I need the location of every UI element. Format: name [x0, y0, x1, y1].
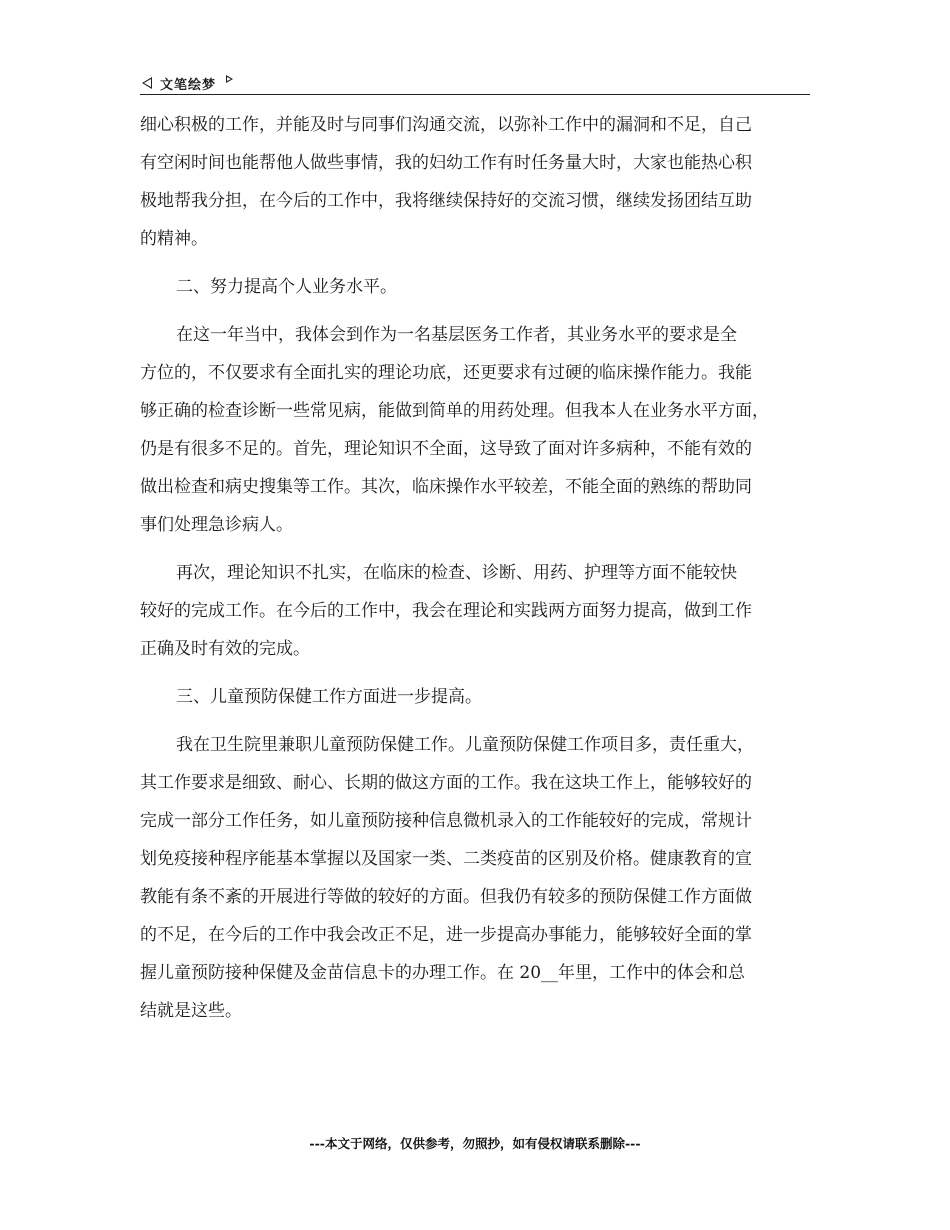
- paragraph: [140, 316, 812, 544]
- paragraph-line: 再次，理论知识不扎实，在临床的检查、诊断、用药、护理等方面不能较快: [176, 563, 737, 583]
- paragraph: [140, 268, 812, 306]
- document-body: [140, 106, 812, 1040]
- paragraph-line: 极地帮我分担，在今后的工作中，我将继续保持好的交流习惯，继续发扬团结互助: [140, 191, 752, 211]
- paragraph-line: 较好的完成工作。在今后的工作中，我会在理论和实践两方面努力提高，做到工作: [140, 601, 752, 621]
- paragraph: [140, 106, 812, 258]
- paragraph-line: 细心积极的工作，并能及时与同事们沟通交流，以弥补工作中的漏洞和不足，自己: [140, 115, 752, 135]
- footer-disclaimer: ---本文于网络，仅供参考，勿照抄，如有侵权请联系删除---: [309, 1136, 641, 1151]
- paragraph-line: 握儿童预防接种保健及金苗信息卡的办理工作。在 20__年里，工作中的体会和总: [140, 963, 746, 983]
- paragraph-line: 划免疫接种程序能基本掌握以及国家一类、二类疫苗的区别及价格。健康教育的宣: [140, 849, 752, 869]
- paragraph-line: 在这一年当中，我体会到作为一名基层医务工作者，其业务水平的要求是全: [176, 325, 737, 345]
- paragraph-line: 的精神。: [140, 229, 208, 249]
- paragraph: [140, 554, 812, 668]
- right-triangle-icon: [226, 75, 233, 83]
- paragraph-line: 二、努力提高个人业务水平。: [176, 277, 397, 297]
- paragraph-line: 我在卫生院里兼职儿童预防保健工作。儿童预防保健工作项目多，责任重大，: [176, 735, 754, 755]
- paragraph-line: 够正确的检查诊断一些常见病，能做到简单的用药处理。但我本人在业务水平方面，: [140, 401, 769, 421]
- paragraph-line: 方位的，不仅要求有全面扎实的理论功底，还更要求有过硬的临床操作能力。我能: [140, 363, 752, 383]
- header-brand: 文笔绘梦: [160, 77, 217, 93]
- paragraph-line: 完成一部分工作任务，如儿童预防接种信息微机录入的工作能较好的完成，常规计: [140, 811, 752, 831]
- paragraph-line: 其工作要求是细致、耐心、长期的做这方面的工作。我在这块工作上，能够较好的: [140, 773, 752, 793]
- paragraph-line: 有空闲时间也能帮他人做些事情，我的妇幼工作有时任务量大时，大家也能热心积: [140, 153, 752, 173]
- paragraph-line: 正确及时有效的完成。: [140, 639, 310, 659]
- paragraph-line: 结就是这些。: [140, 1001, 242, 1021]
- page-header: [140, 72, 810, 95]
- paragraph-line: 三、儿童预防保健工作方面进一步提高。: [176, 687, 482, 707]
- paragraph-line: 做出检查和病史搜集等工作。其次，临床操作水平较差，不能全面的熟练的帮助同: [140, 477, 752, 497]
- paragraph-line: 教能有条不紊的开展进行等做的较好的方面。但我仍有较多的预防保健工作方面做: [140, 887, 752, 907]
- paragraph-line: 的不足，在今后的工作中我会改正不足，进一步提高办事能力，能够较好全面的掌: [140, 925, 752, 945]
- paragraph: [140, 678, 812, 716]
- left-triangle-icon: [142, 77, 152, 89]
- paragraph-line: 仍是有很多不足的。首先，理论知识不全面，这导致了面对许多病种，不能有效的: [140, 439, 752, 459]
- paragraph-line: 事们处理急诊病人。: [140, 515, 293, 535]
- paragraph: [140, 726, 812, 1030]
